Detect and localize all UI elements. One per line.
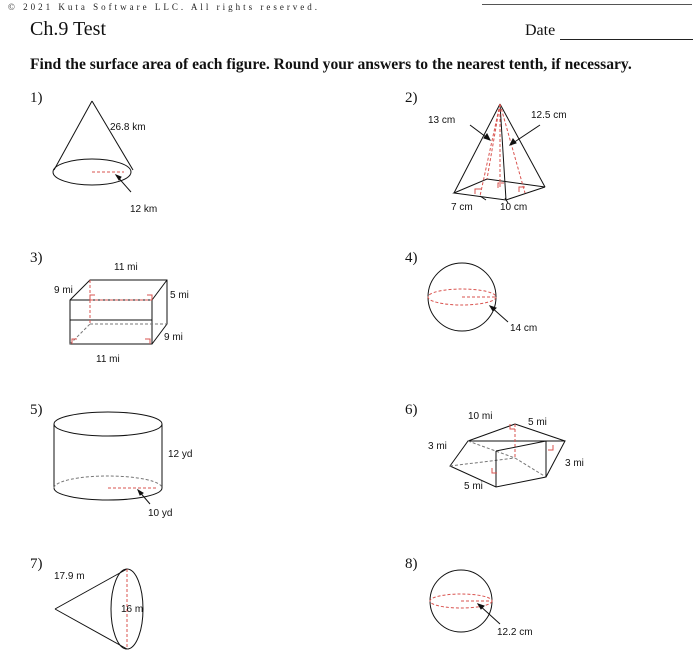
p4-radius-label: 14 cm: [510, 323, 538, 334]
p1-slant-height-label: 26.8 km: [110, 122, 146, 133]
problem-7-number: 7): [30, 556, 43, 572]
problem-4-number: 4): [405, 250, 418, 266]
p2-height-label: 12.5 cm: [531, 110, 567, 121]
problem-1-number: 1): [30, 90, 43, 106]
p5-radius-label: 10 yd: [148, 508, 173, 519]
p2-base-length-label: 10 cm: [500, 202, 528, 213]
problem-8-sphere: [430, 570, 500, 632]
problem-1-cone: [53, 101, 133, 192]
p1-radius-label: 12 km: [130, 204, 158, 215]
date-label: Date: [525, 22, 556, 39]
p6-top-width-label: 5 mi: [528, 417, 547, 428]
p8-diameter-label: 12.2 cm: [497, 627, 533, 638]
page-title: Ch.9 Test: [30, 18, 107, 40]
problem-2-number: 2): [405, 90, 418, 106]
p3-bottom-length-label: 11 mi: [96, 354, 120, 365]
p3-left-height-label: 9 mi: [54, 285, 73, 296]
p6-right-height-label: 3 mi: [565, 458, 584, 469]
p5-height-label: 12 yd: [168, 449, 193, 460]
p2-base-width-label: 7 cm: [451, 202, 473, 213]
p7-diameter-label: 16 m: [121, 604, 144, 615]
problem-4-sphere: [428, 263, 508, 331]
problem-6-number: 6): [405, 402, 418, 418]
p6-length-label: 10 mi: [468, 411, 493, 422]
problem-5-number: 5): [30, 402, 43, 418]
p2-slant-label: 13 cm: [428, 115, 456, 126]
problem-3-number: 3): [30, 250, 43, 266]
problem-6-prism: [450, 424, 565, 487]
p6-bottom-width-label: 5 mi: [464, 481, 483, 492]
instructions: Find the surface area of each figure. Round your answers to the nearest tenth, if necessary.: [30, 56, 632, 73]
problem-5-cylinder: [54, 412, 162, 504]
p3-right-height-label: 9 mi: [164, 332, 183, 343]
p7-slant-label: 17.9 m: [54, 571, 85, 582]
problem-8-number: 8): [405, 556, 418, 572]
copyright-text: © 2021 Kuta Software LLC. All rights reserved.: [8, 2, 321, 12]
p6-left-height-label: 3 mi: [428, 441, 447, 452]
p3-top-length-label: 11 mi: [114, 262, 138, 273]
problem-3-prism: [70, 280, 167, 344]
p3-width-label: 5 mi: [170, 290, 189, 301]
